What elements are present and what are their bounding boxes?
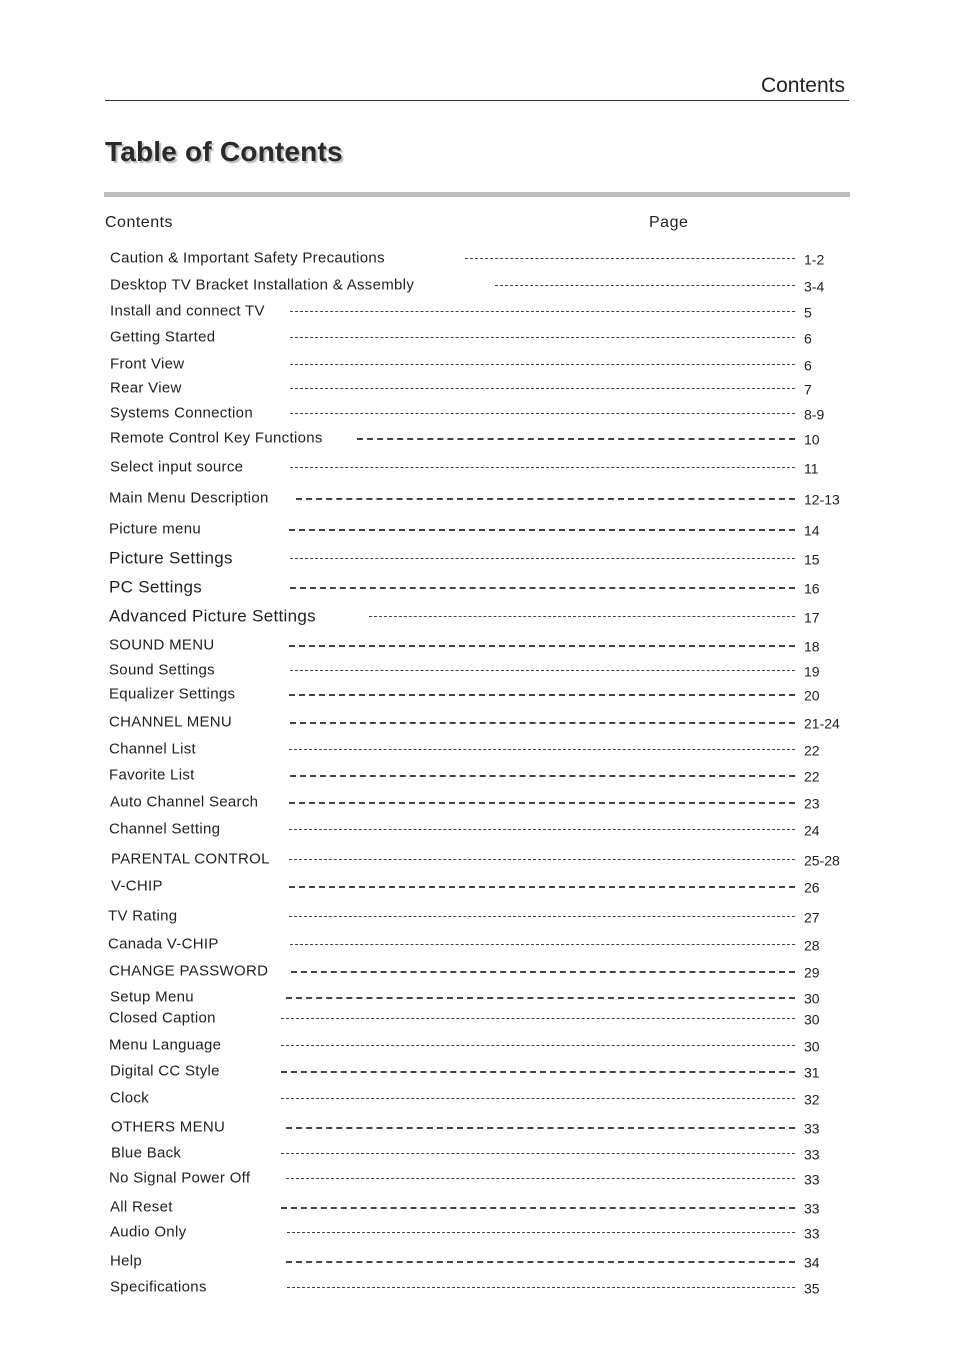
toc-entry xyxy=(0,429,954,448)
toc-dot-leader xyxy=(290,775,795,777)
toc-entry-title: Main Menu Description xyxy=(109,489,269,507)
toc-entry-page: 26 xyxy=(804,879,820,896)
toc-dot-leader xyxy=(290,587,795,589)
toc-dot-leader xyxy=(286,1178,795,1179)
toc-dot-leader xyxy=(465,258,795,259)
toc-entry xyxy=(0,1144,954,1163)
toc-entry-title: SOUND MENU xyxy=(109,636,215,654)
toc-dot-leader xyxy=(281,1207,795,1209)
toc-dot-leader xyxy=(369,616,795,617)
toc-entry xyxy=(0,877,954,896)
toc-entry-title: Rear View xyxy=(110,379,182,397)
toc-entry-title: Desktop TV Bracket Installation & Assembly xyxy=(110,276,415,294)
toc-entry-title: Help xyxy=(110,1252,143,1270)
toc-entry-page: 11 xyxy=(804,460,819,477)
toc-dot-leader xyxy=(289,749,795,750)
toc-entry-page: 24 xyxy=(804,822,820,839)
toc-entry xyxy=(0,740,954,759)
toc-entry-page: 33 xyxy=(804,1225,820,1242)
toc-dot-leader xyxy=(290,413,795,414)
toc-entry xyxy=(0,302,954,321)
toc-entry-page: 10 xyxy=(804,431,820,448)
toc-dot-leader xyxy=(290,467,795,468)
toc-entry-page: 1-2 xyxy=(804,251,825,268)
toc-entry xyxy=(0,1198,954,1217)
toc-entry xyxy=(0,988,954,1007)
toc-entry xyxy=(0,1223,954,1242)
toc-entry xyxy=(0,606,954,626)
toc-entry-title: CHANGE PASSWORD xyxy=(109,962,269,980)
toc-entry xyxy=(0,685,954,704)
toc-entry-title: Clock xyxy=(110,1089,150,1107)
toc-entry-title: Front View xyxy=(110,355,185,373)
toc-entry xyxy=(0,1169,954,1188)
title-underline-bar xyxy=(104,192,850,197)
toc-entry-title: Blue Back xyxy=(111,1144,182,1162)
toc-entry xyxy=(0,1036,954,1055)
header-rule xyxy=(105,100,849,101)
toc-entry-title: Channel List xyxy=(109,740,196,758)
toc-entry-page: 19 xyxy=(804,663,820,680)
toc-entry xyxy=(0,328,954,347)
toc-entry-title: Channel Setting xyxy=(109,820,221,838)
toc-dot-leader xyxy=(290,337,795,338)
toc-entry xyxy=(0,661,954,680)
toc-entry-page: 28 xyxy=(804,937,820,954)
toc-entry-title: Setup Menu xyxy=(110,988,194,1006)
toc-entry xyxy=(0,276,954,295)
toc-entry-page: 27 xyxy=(804,909,820,926)
toc-dot-leader xyxy=(286,1261,795,1263)
toc-entry-page: 14 xyxy=(804,522,820,539)
toc-entry-page: 21-24 xyxy=(804,715,840,732)
toc-entry xyxy=(0,489,954,508)
page-column-header: Page xyxy=(649,214,689,231)
toc-entry-page: 34 xyxy=(804,1254,820,1271)
toc-entry xyxy=(0,850,954,869)
toc-dot-leader xyxy=(290,944,795,945)
toc-entry xyxy=(0,520,954,539)
toc-entry-title: OTHERS MENU xyxy=(111,1118,226,1136)
toc-entry-page: 15 xyxy=(804,551,820,568)
toc-entry-title: PC Settings xyxy=(109,577,203,597)
toc-entry-title: No Signal Power Off xyxy=(109,1169,251,1187)
toc-entry-page: 30 xyxy=(804,990,820,1007)
toc-entry xyxy=(0,1118,954,1137)
toc-dot-leader xyxy=(289,859,795,860)
toc-entry-page: 22 xyxy=(804,742,820,759)
toc-entry xyxy=(0,793,954,812)
toc-entry-page: 29 xyxy=(804,964,820,981)
toc-dot-leader xyxy=(290,388,795,389)
toc-entry-title: Audio Only xyxy=(110,1223,187,1241)
toc-entry-title: PARENTAL CONTROL xyxy=(111,850,270,868)
toc-entry xyxy=(0,548,954,568)
toc-entry-title: Equalizer Settings xyxy=(109,685,236,703)
toc-dot-leader xyxy=(290,558,795,559)
toc-entry-page: 3-4 xyxy=(804,278,825,295)
toc-dot-leader xyxy=(495,285,795,286)
toc-dot-leader xyxy=(289,829,795,830)
toc-entry-title: Picture menu xyxy=(109,520,201,538)
toc-entry-page: 16 xyxy=(804,580,820,597)
toc-entry-page: 17 xyxy=(804,609,820,626)
toc-dot-leader xyxy=(287,1287,795,1288)
toc-entry-title: Remote Control Key Functions xyxy=(110,429,323,447)
toc-entry-title: Systems Connection xyxy=(110,404,253,422)
toc-entry xyxy=(0,766,954,785)
toc-dot-leader xyxy=(296,498,795,500)
toc-entry-page: 22 xyxy=(804,768,820,785)
toc-dot-leader xyxy=(290,670,795,671)
toc-entry-page: 5 xyxy=(804,304,812,321)
toc-entry-page: 31 xyxy=(804,1064,820,1081)
toc-entry-page: 23 xyxy=(804,795,820,812)
page-title: Table of Contents xyxy=(105,136,343,167)
toc-dot-leader xyxy=(290,722,795,724)
toc-entry xyxy=(0,907,954,926)
running-header: Contents xyxy=(760,74,845,97)
toc-dot-leader xyxy=(290,364,795,365)
toc-entry-page: 12-13 xyxy=(804,491,840,508)
toc-entry-page: 33 xyxy=(804,1146,820,1163)
toc-entry xyxy=(0,249,954,268)
toc-entry-title: Favorite List xyxy=(109,766,195,784)
toc-dot-leader xyxy=(357,438,795,440)
toc-entry-title: Install and connect TV xyxy=(110,302,265,320)
toc-dot-leader xyxy=(281,1098,795,1099)
toc-dot-leader xyxy=(281,1018,795,1019)
toc-entry xyxy=(0,1278,954,1297)
toc-entry xyxy=(0,355,954,374)
toc-dot-leader xyxy=(289,916,795,917)
toc-entry-page: 6 xyxy=(804,330,812,347)
toc-dot-leader xyxy=(281,1153,795,1154)
toc-entry xyxy=(0,379,954,398)
toc-entry-title: V-CHIP xyxy=(111,877,163,895)
toc-entry-title: Specifications xyxy=(110,1278,207,1296)
toc-entry-title: Select input source xyxy=(110,458,244,476)
toc-entry xyxy=(0,404,954,423)
toc-dot-leader xyxy=(281,1045,795,1046)
toc-entry xyxy=(0,636,954,655)
toc-dot-leader xyxy=(287,1232,795,1233)
toc-entry-title: Picture Settings xyxy=(109,548,233,568)
toc-dot-leader xyxy=(289,645,795,647)
toc-entry xyxy=(0,935,954,954)
toc-entry-page: 18 xyxy=(804,638,820,655)
toc-entry-page: 30 xyxy=(804,1011,820,1028)
toc-entry-title: TV Rating xyxy=(108,907,178,925)
toc-entry-title: Getting Started xyxy=(110,328,216,346)
toc-entry-page: 30 xyxy=(804,1038,820,1055)
toc-entry xyxy=(0,962,954,981)
toc-entry-page: 8-9 xyxy=(804,406,825,423)
toc-dot-leader xyxy=(281,1071,795,1073)
contents-column-header: Contents xyxy=(105,214,174,231)
toc-entry-page: 25-28 xyxy=(804,852,840,869)
toc-entry-page: 32 xyxy=(804,1091,820,1108)
toc-entry xyxy=(0,713,954,732)
toc-dot-leader xyxy=(289,529,795,531)
toc-entry-title: All Reset xyxy=(110,1198,173,1216)
toc-entry-page: 20 xyxy=(804,687,820,704)
toc-entry-title: Menu Language xyxy=(109,1036,222,1054)
toc-entry-page: 33 xyxy=(804,1120,820,1137)
toc-dot-leader xyxy=(286,997,795,999)
toc-dot-leader xyxy=(291,971,795,973)
toc-entry-title: Closed Caption xyxy=(109,1009,216,1027)
toc-dot-leader xyxy=(289,694,795,696)
toc-entry-page: 33 xyxy=(804,1200,820,1217)
toc-entry-title: Auto Channel Search xyxy=(110,793,259,811)
toc-entry xyxy=(0,1089,954,1108)
toc-entry xyxy=(0,577,954,597)
toc-entry-page: 6 xyxy=(804,357,812,374)
toc-dot-leader xyxy=(289,802,795,804)
toc-dot-leader xyxy=(290,311,795,312)
toc-entry xyxy=(0,1009,954,1028)
toc-entry xyxy=(0,458,954,477)
toc-dot-leader xyxy=(286,1127,795,1129)
toc-entry xyxy=(0,820,954,839)
toc-entry-title: CHANNEL MENU xyxy=(109,713,233,731)
toc-entry-title: Advanced Picture Settings xyxy=(109,606,316,626)
toc-entry-title: Sound Settings xyxy=(109,661,215,679)
toc-entry-title: Caution & Important Safety Precautions xyxy=(110,249,385,267)
toc-entry-page: 35 xyxy=(804,1280,820,1297)
toc-entry-page: 33 xyxy=(804,1171,820,1188)
toc-dot-leader xyxy=(289,886,795,888)
toc-entry xyxy=(0,1252,954,1271)
toc-entry-page: 7 xyxy=(804,381,812,398)
toc-entry-title: Canada V-CHIP xyxy=(108,935,219,953)
toc-entry xyxy=(0,1062,954,1081)
toc-entry-title: Digital CC Style xyxy=(110,1062,220,1080)
